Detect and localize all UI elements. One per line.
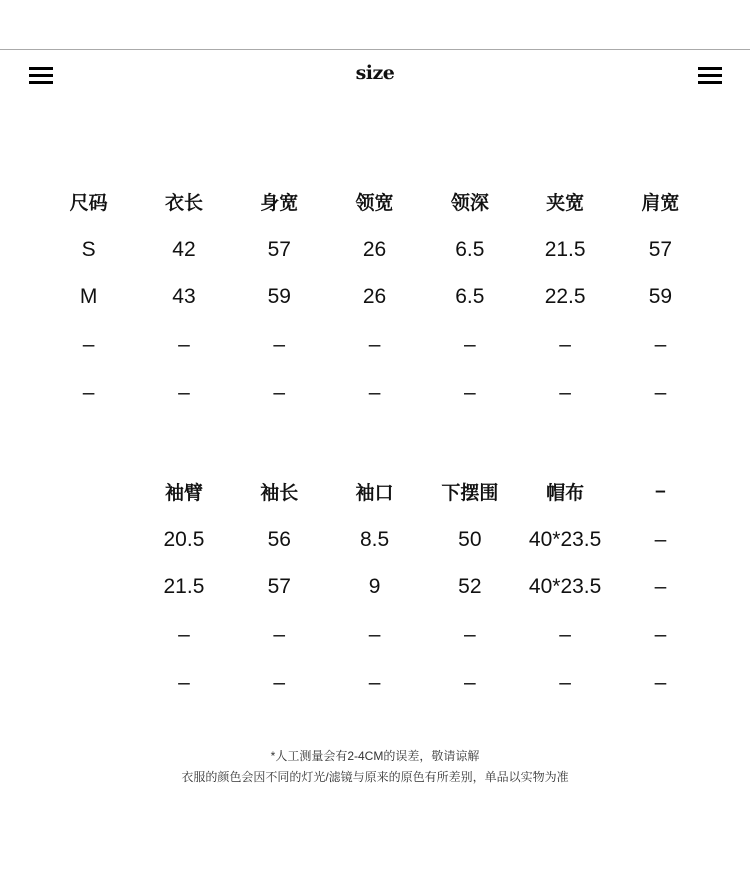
table-header-row-cell: 袖臂: [164, 483, 203, 505]
table-row: [41, 369, 708, 417]
table-row-cell: [41, 516, 136, 564]
table-row-cell: –: [178, 623, 190, 647]
table-row-cell: –: [82, 333, 95, 357]
note-color: 衣服的颜色会因不同的灯光/滤镜与原来的原色有所差别，单品以实物为准: [181, 770, 569, 784]
table-row-cell: –: [559, 623, 571, 647]
table-row-cell: S: [81, 237, 96, 261]
table-row-cell: 59: [267, 285, 291, 309]
table-row-cell: –: [654, 527, 667, 551]
table-header-row: [41, 178, 708, 226]
table-row-cell: –: [273, 671, 286, 695]
table-row-cell: –: [368, 333, 381, 357]
table-row-cell: 8.5: [359, 527, 390, 551]
table-row-cell: 9: [368, 575, 381, 599]
table-header-row-cell: 领宽: [355, 193, 394, 215]
table-row-cell: –: [559, 333, 571, 357]
table-row-cell: –: [654, 333, 667, 357]
table-row-cell: –: [463, 333, 476, 357]
table-header-row-cell: 夹宽: [546, 193, 585, 215]
table-row-cell: 6.5: [455, 237, 485, 261]
notes: [0, 746, 750, 788]
table-row: [41, 226, 708, 274]
table-row-cell: –: [654, 575, 667, 599]
table-row: [41, 274, 708, 322]
table-row: [41, 321, 708, 369]
table-row-cell: –: [559, 381, 571, 405]
size-logo: size: [355, 62, 395, 84]
table-header-row-cell: 尺码: [69, 193, 108, 215]
table-row-cell: –: [463, 381, 476, 405]
table-row-cell: 57: [648, 237, 673, 261]
table-header-row-cell: 领深: [450, 193, 489, 215]
table-row-cell: 26: [362, 285, 387, 309]
table-row-cell: 56: [267, 527, 291, 551]
table-row-cell: –: [273, 333, 286, 357]
table-row-cell: 59: [648, 285, 673, 309]
table-row-cell: 21.5: [544, 237, 586, 261]
table-row-cell: 57: [267, 237, 291, 261]
table-row: [41, 564, 708, 612]
table-row-cell: [41, 611, 136, 659]
table-row-cell: –: [463, 623, 476, 647]
table-row: [41, 659, 708, 707]
table-header-row: [41, 468, 708, 516]
table-row-cell: –: [82, 381, 95, 405]
table-header-row-cell: 袖口: [355, 483, 394, 505]
table-row: [41, 516, 708, 564]
table-header-row-cell: 身宽: [260, 193, 299, 215]
table-row-cell: 42: [172, 237, 196, 261]
table-row-cell: 20.5: [163, 527, 205, 551]
table-row-cell: 26: [362, 237, 387, 261]
table-header-row-cell: 袖长: [260, 483, 299, 505]
top-divider: [0, 49, 750, 50]
table-header-row-cell: –: [655, 480, 666, 502]
table-row-cell: –: [654, 381, 667, 405]
table-row-cell: –: [368, 381, 381, 405]
table-row-cell: –: [559, 671, 571, 695]
table-row-cell: 40*23.5: [528, 527, 602, 551]
table-row-cell: –: [654, 623, 667, 647]
table-row-cell: 52: [458, 575, 482, 599]
size-table-bottom: [41, 468, 708, 707]
table-header-row-cell: 帽布: [546, 483, 585, 505]
table-row-cell: 6.5: [455, 285, 485, 309]
table-row-cell: –: [178, 671, 190, 695]
table-row-cell: 43: [172, 285, 196, 309]
table-row-cell: [41, 564, 136, 612]
hamburger-menu-right-icon[interactable]: [698, 67, 722, 84]
table-row-cell: M: [79, 285, 98, 309]
table-header-row-cell: 下摆围: [441, 483, 499, 505]
table-row-cell: –: [273, 381, 286, 405]
table-header-row-cell: [41, 468, 136, 516]
table-row-cell: 57: [267, 575, 291, 599]
table-header-row-cell: 衣长: [164, 193, 203, 215]
table-row-cell: 22.5: [544, 285, 586, 309]
table-header-row-cell: 肩宽: [641, 193, 680, 215]
note-measurement: *人工测量会有2-4CM的误差，敬请谅解: [270, 749, 480, 763]
table-row-cell: –: [178, 333, 190, 357]
table-row-cell: –: [178, 381, 190, 405]
table-row-cell: –: [654, 671, 667, 695]
table-row-cell: [41, 659, 136, 707]
table-row-cell: 21.5: [163, 575, 205, 599]
size-table-top: [41, 178, 708, 417]
table-row-cell: –: [273, 623, 286, 647]
table-row-cell: –: [463, 671, 476, 695]
table-row: [41, 611, 708, 659]
table-row-cell: –: [368, 671, 381, 695]
table-row-cell: 40*23.5: [528, 575, 602, 599]
table-row-cell: 50: [458, 527, 482, 551]
table-row-cell: –: [368, 623, 381, 647]
